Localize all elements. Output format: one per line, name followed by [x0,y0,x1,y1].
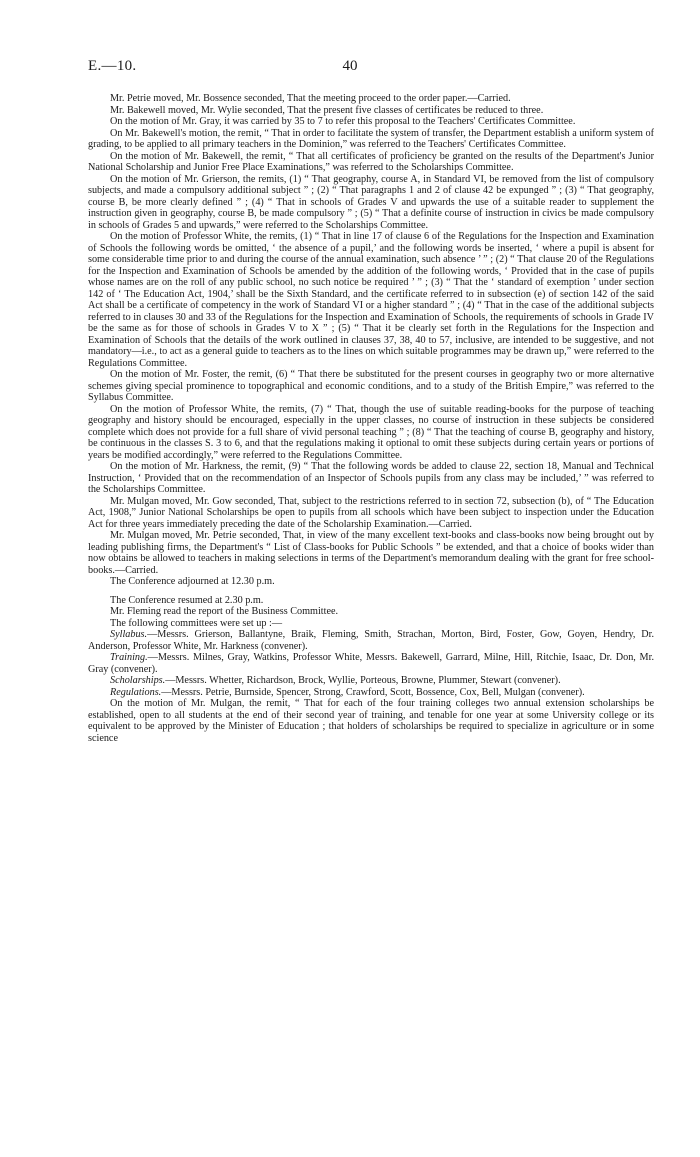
paragraph: On the motion of Mr. Gray, it was carried by 35 to 7 to refer this proposal to the Teachers' Certificates Committee. [110,116,576,127]
committee-entry: Syllabus.—Messrs. Grierson, Ballantyne, Braik, Fleming, Smith, Strachan, Morton, Bird, Foster, Gow, Goyen, Hendry, Dr. Anderson, Professor White, Mr. Harkness (convener). [88,629,654,652]
paragraph: On the motion of Professor White, the remits, (7) “ That, though the use of suitable reading-books for the purpose of teaching geography and history should be encouraged, especially in the upper classes, no course of instruction in these subjects be considered complete which does not provide for a full share of vivid personal teaching ” ; (8) “ That the teaching of course B, geography and history, be continuous in the classes S. 3 to 6, and that the regulations making it optional to omit these subjects during certain years or portions of years be modified accordingly,” were referred to the Regulations Committee. [88,403,654,461]
committee-name: Scholarships. [110,675,166,686]
paragraph: On the motion of Professor White, the remits, (1) “ That in line 17 of clause 6 of the Regulations for the Inspection and Examination of Schools the following words be omitted, ‘ the absence of a pupil,’ and the following words be inserted, ‘ where a pupil is absent for some considerable time prior to and during the course of the annual examination, such absence ’ ” ; (2) “ That clause 20 of the Regulations for the Inspection and Examination of Schools be amended by the addition of the following words, ‘ Provided that in the case of pupils whose names are on the roll of any public school, no such notice be required ’ ” ; (3) “ That the ‘ standard of exemption ’ under section 142 of ‘ The Education Act, 1904,’ shall be the Sixth Standard, and the certificate referred to in subsection (e) of section 142 of the said Act shall be a certificate of competency in the work of Standard VI or a higher standard ” ; (4) “ That in the case of the additional subjects referred to in clauses 30 and 33 of the Regulations for the Inspection and Examination of Schools, the requirements of schools in Grade IV be the same as for those of schools in Grades V to X ” ; (5) “ That it be clearly set forth in the Regulations for the Inspection and Examination of Schools that the details of the work outlined in clauses 37, 38, 40 to 57, inclusive, are intended to be suggestive, and not mandatory—i.e., to act as a general guide to teachers as to the lines on which suitable programmes may be drawn up,” were referred to the Regulations Committee. [88,231,654,369]
paragraph: Mr. Fleming read the report of the Business Committee. [110,606,339,617]
paragraph: The Conference resumed at 2.30 p.m. [110,594,264,606]
document-reference: E.—10. [88,58,137,74]
paragraph: Mr. Mulgan moved, Mr. Petrie seconded, That, in view of the many excellent text-books and class-books now being brought out by leading publishing firms, the Department's “ List of Class-books for Public Schools ” be extended, and that a choice of books wider than now obtains be allowed to teachers in making selections in terms of the Department's memorandum dealing with the grant for free school-books.—Carried. [88,530,654,576]
committee-entry: Training.—Messrs. Milnes, Gray, Watkins, Professor White, Messrs. Bakewell, Garrard, Milne, Hill, Ritchie, Isaac, Dr. Don, Mr. Gray (convener). [88,652,654,675]
committee-name: Syllabus. [110,629,148,640]
committee-entry: Scholarships.—Messrs. Whetter, Richardson, Brock, Wyllie, Porteous, Browne, Plummer, Stewart (convener). [110,675,561,686]
document-body [88,93,654,744]
page-number: 40 [342,58,358,74]
paragraph: On the motion of Mr. Harkness, the remit, (9) “ That the following words be added to clause 22, section 18, Manual and Technical Instruction, ‘ Provided that on the recommendation of an Inspector of Schools pupils from any class may be included,’ ” was referred to the Scholarships Committee. [88,461,654,495]
committee-name: Regulations. [110,686,162,698]
paragraph: On Mr. Bakewell's motion, the remit, “ That in order to facilitate the system of transfer, the Department establish a uniform system of grading, to be applied to all primary teachers in the Dominion,” was referred to the Teachers' Certificates Committee. [88,127,654,150]
paragraph: Mr. Petrie moved, Mr. Bossence seconded, That the meeting proceed to the order paper.—Carried. [110,93,511,104]
paragraph: On the motion of Mr. Bakewell, the remit, “ That all certificates of proficiency be granted on the results of the Department's Junior National Scholarship and Junior Free Place Examinations,” was referred to the Scholarships Committee. [88,150,654,173]
paragraph: The Conference adjourned at 12.30 p.m. [110,576,275,587]
committee-name: Training. [110,652,148,663]
paragraph: On the motion of Mr. Mulgan, the remit, “ That for each of the four training colleges two annual extension scholarships be established, open to all students at the end of their second year of training, and tenable for one year at some University college or its equivalent to be approved by the Minister of Education ; that holders of scholarships be required to specialize in agriculture or in some science [88,698,654,744]
paragraph: The following committees were set up :— [110,617,283,629]
paragraph: On the motion of Mr. Grierson, the remits, (1) “ That geography, course A, in Standard VI, be removed from the list of compulsory subjects, and made a compulsory additional subject ” ; (2) “ That paragraphs 1 and 2 of clause 42 be expunged ” ; (3) “ That geography, course B, be more clearly defined ” ; (4) “ That in schools of Grades V and upwards the use of a suitable reader to supplement the instruction given in geography, course B, be made compulsory ” ; (5) “ That a definite course of instruction in civics be made compulsory in schools of Grades 5 and upwards,” were referred to the Scholarships Committee. [88,173,654,231]
paragraph: Mr. Bakewell moved, Mr. Wylie seconded, That the present five classes of certificates be reduced to three. [110,104,544,116]
paragraph: On the motion of Mr. Foster, the remit, (6) “ That there be substituted for the present courses in geography two or more alternative schemes giving special prominence to topographical and economic conditions, and to a study of the British Empire,” was referred to the Syllabus Committee. [88,369,654,403]
committee-entry: Regulations.—Messrs. Petrie, Burnside, Spencer, Strong, Crawford, Scott, Bossence, Cox, Bell, Mulgan (convener). [110,686,585,698]
paragraph: Mr. Mulgan moved, Mr. Gow seconded, That, subject to the restrictions referred to in section 72, subsection (b), of “ The Education Act, 1908,” Junior National Scholarships be open to pupils from all schools which have been subject to inspection under the Education Act for three years immediately preceding the date of the Scholarship Examination.—Carried. [88,495,654,530]
